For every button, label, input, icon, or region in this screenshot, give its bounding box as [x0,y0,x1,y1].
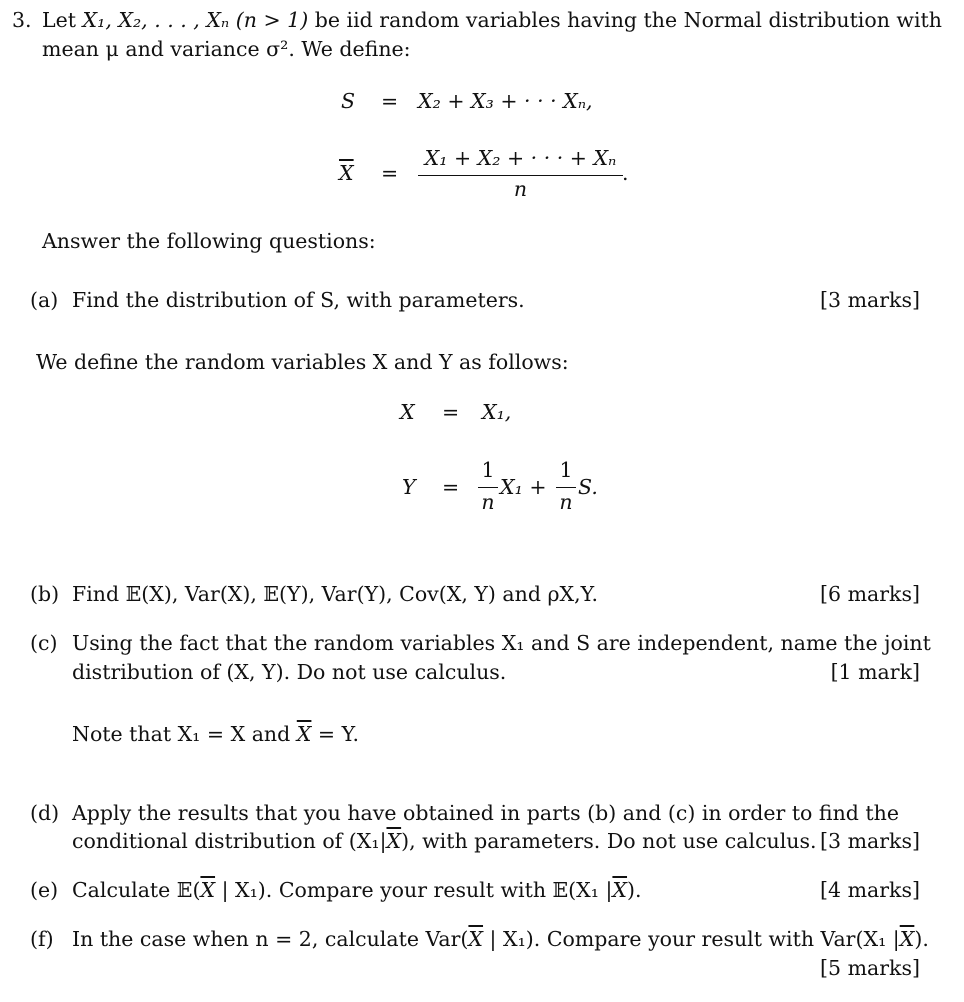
eq-xbar-denominator: n [513,177,528,201]
intro-variables: X₁, X₂, . . . , Xₙ (n > 1) [82,8,309,32]
intro-line-2: mean μ and variance σ². We define: [42,37,411,61]
eq-y-den-1: n [481,490,495,514]
part-d-label: (d) [30,801,60,825]
eq-x-equals: = [442,400,460,424]
part-d-text-2b: ), with parameters. Do not use calculus. [401,829,817,853]
define-xy-text: We define the random variables X and Y as follows: [36,350,569,374]
intro-lead: Let [42,8,76,32]
part-b-text: Find 𝔼(X), Var(X), 𝔼(Y), Var(Y), Cov(X, Y) and ρX,Y. [72,582,599,606]
part-f-text-a: In the case when n = 2, calculate Var( [72,927,469,951]
question-number: 3. [12,8,32,32]
part-f-text-c: ). [914,927,929,951]
intro-rest: be iid random variables having the Normal distribution with [314,8,942,32]
eq-y-equals: = [442,475,460,499]
part-f-xbar-1: $\overline{X}$ [468,927,484,951]
answer-intro: Answer the following questions: [42,229,376,253]
part-e-text-b: | X₁). Compare your result with 𝔼(X₁ | [215,878,613,902]
part-a-label: (a) [30,288,59,312]
part-d-text-2 [72,829,817,853]
part-f-xbar-2: $\overline{X}$ [899,927,915,951]
part-c-text-2: distribution of (X, Y). Do not use calculus. [72,660,507,684]
part-d-marks: [3 marks] [820,829,920,853]
intro-line-1 [42,8,942,32]
part-e-text [72,878,642,902]
note-line [72,722,359,746]
eq-xbar-period: . [622,161,629,185]
part-a-marks: [3 marks] [820,288,920,312]
part-c-marks: [1 mark] [830,660,920,684]
eq-s-lhs: S [341,89,356,113]
part-b-marks: [6 marks] [820,582,920,606]
part-f-text [72,927,929,951]
part-a-text: Find the distribution of S, with parameters. [72,288,525,312]
eq-x-rhs: X₁, [482,400,512,424]
eq-s-equals: = [381,89,399,113]
part-d-text-2a: conditional distribution of (X₁| [72,829,387,853]
part-b-label: (b) [30,582,60,606]
eq-y-lhs: Y [402,475,416,499]
part-e-marks: [4 marks] [820,878,920,902]
part-c-text-1: Using the fact that the random variables X₁ and S are independent, name the joint [72,631,931,655]
part-f-label: (f) [30,927,54,951]
eq-y-num-1: 1 [481,458,495,482]
eq-y-den-2: n [559,490,573,514]
part-d-xbar: $\overline{X}$ [386,829,402,853]
note-xbar: $\overline{X}$ [296,722,312,746]
eq-xbar-numerator: X₁ + X₂ + · · · + Xₙ [424,146,617,170]
part-e-text-a: Calculate 𝔼( [72,878,201,902]
note-text-b: = Y. [311,722,360,746]
eq-x-lhs: X [400,400,415,424]
part-d-text-1: Apply the results that you have obtained in parts (b) and (c) in order to find the [72,801,900,825]
note-text-a: Note that X₁ = X and [72,722,291,746]
part-f-text-b: | X₁). Compare your result with Var(X₁ | [483,927,900,951]
part-e-label: (e) [30,878,59,902]
part-c-label: (c) [30,631,58,655]
part-e-xbar-2: $\overline{X}$ [612,878,628,902]
eq-y-fraction-bar-1 [478,487,498,488]
part-e-text-c: ). [627,878,642,902]
eq-xbar-lhs: $\overline{X}$ [339,161,354,185]
eq-s-rhs: X₂ + X₃ + · · · Xₙ, [418,89,593,113]
eq-y-middle: X₁ + [500,475,547,499]
eq-y-tail: S. [578,475,598,499]
eq-y-num-2: 1 [559,458,573,482]
part-f-marks: [5 marks] [820,956,920,980]
eq-y-fraction-bar-2 [556,487,576,488]
part-e-xbar-1: $\overline{X}$ [200,878,216,902]
eq-xbar-equals: = [381,161,399,185]
